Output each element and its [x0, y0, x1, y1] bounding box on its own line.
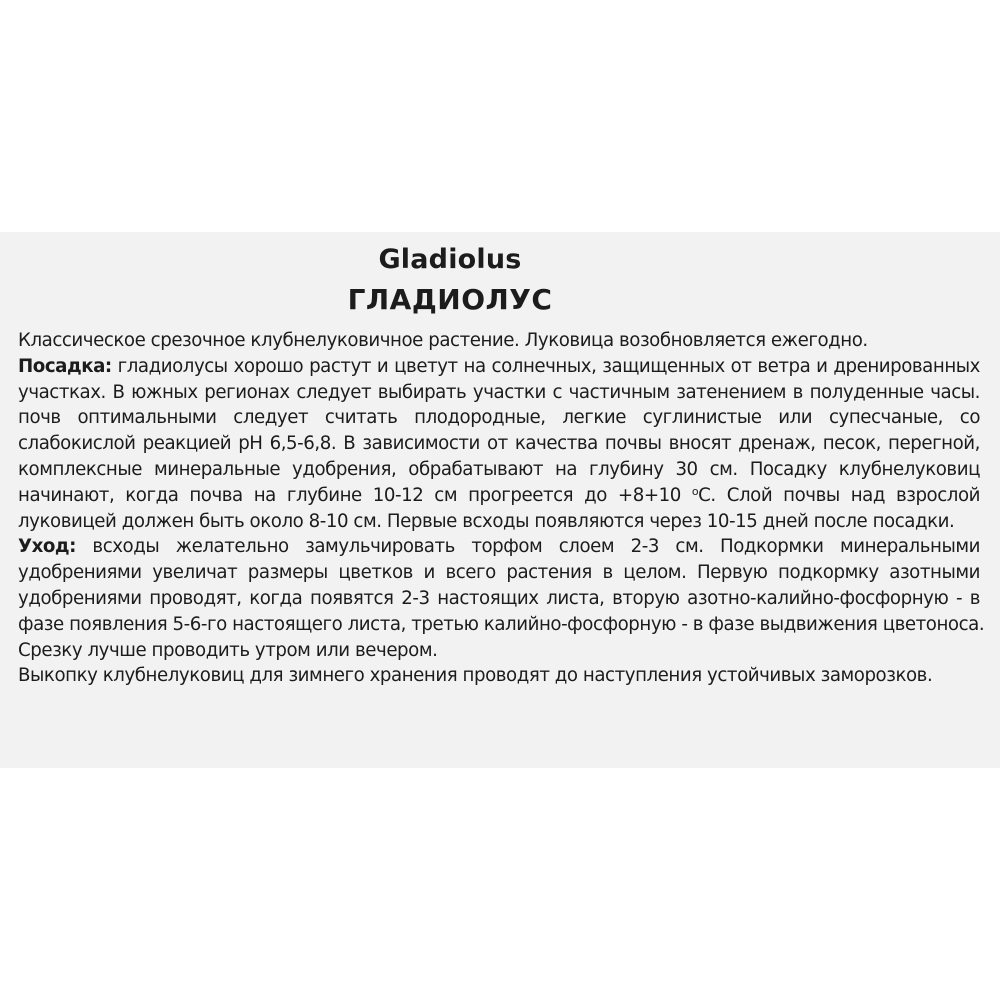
planting-text-1: гладиолусы хорошо растут и цветут на солнечных, защищенных от ветра и дренированных [117, 355, 980, 377]
info-card [0, 232, 1000, 768]
title-russian: ГЛАДИОЛУС [347, 283, 553, 316]
care-text-1: всходы желательно замульчировать торфом слоем 2-3 см. Подкормки минеральными [92, 536, 980, 558]
care-line-1 [18, 534, 980, 560]
care-line-3: удобрениями проводят, когда появятся 2-3 настоящих листа, вторую азотно-калийно-фосфорную - в [18, 587, 980, 609]
planting-label: Посадка: [18, 355, 112, 377]
care-line-4: фазе появления 5-6-го настоящего листа, третью калийно-фосфорную - в фазе выдвижения цветоноса. [18, 613, 985, 635]
planting-line-4: слабокислой реакцией рН 6,5-6,8. В зависимости от качества почвы вносят дренаж, песок, перегной, [18, 433, 980, 455]
intro-line: Классическое срезочное клубнелуковичное растение. Луковица возобновляется ежегодно. [18, 330, 868, 351]
degree-sign: о [691, 484, 699, 498]
title-latin: Gladiolus [378, 244, 522, 275]
planting-line-1 [18, 354, 980, 380]
care-line-2: удобрениями увеличат размеры цветков и всего растения в целом. Первую подкормку азотными [18, 562, 980, 584]
care-label: Уход: [18, 536, 76, 558]
description-body [18, 328, 985, 689]
planting-line-5: комплексные минеральные удобрения, обрабатывают на глубину 30 см. Посадку клубнелуковиц [18, 458, 980, 480]
planting-line-7: луковицей должен быть около 8-10 см. Первые всходы появляются через 10-15 дней после посадки. [18, 510, 955, 532]
cutting-line: Срезку лучше проводить утром или вечером. [18, 639, 438, 661]
planting-text-6b: С. Слой почвы над взрослой [698, 484, 980, 506]
planting-text-6a: начинают, когда почва на глубине 10-12 см прогреется до +8+10 [18, 484, 681, 506]
planting-line-2: участках. В южных регионах следует выбирать участки с частичным затенением в полуденные часы. [18, 381, 980, 403]
digging-line: Выкопку клубнелуковиц для зимнего хранения проводят до наступления устойчивых заморозков. [18, 665, 933, 687]
planting-line-3: почв оптимальными следует считать плодородные, легкие суглинистые или супесчаные, со [18, 407, 980, 429]
planting-line-6 [18, 483, 980, 509]
